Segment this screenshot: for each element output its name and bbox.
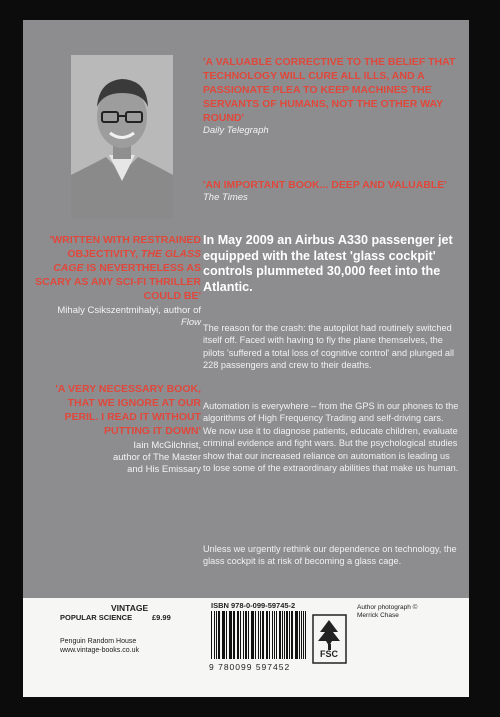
quote-source xyxy=(35,305,201,329)
barcode-bar xyxy=(222,611,223,659)
barcode-bar xyxy=(245,611,247,659)
blurb-paragraph-2: Automation is everywhere – from the GPS in our phones to the algorithms of High Frequency Trading and self-driving cars. We now use it to diagnose patients, educate children, evaluate criminal evidence and fight wars. But the psychological studies show that our increased reliance on automation is leading us to lose some of the extraordinary abilities that make us human. xyxy=(203,401,459,474)
quote-text xyxy=(35,233,201,303)
barcode-bar xyxy=(255,611,256,659)
quote-text: 'A VALUABLE CORRECTIVE TO THE BELIEF THAT TECHNOLOGY WILL CURE ALL ILLS, AND A PASSIONATE PLEA TO KEEP MACHINES THE SERVANTS OF HUMANS, NOT THE OTHER WAY ROUND' xyxy=(203,56,456,124)
barcode-bar xyxy=(238,611,239,659)
source-author: Mihaly Csikszentmihalyi, author of xyxy=(57,305,201,316)
isbn: ISBN 978-0-099-59745-2 xyxy=(211,601,296,610)
barcode-bar xyxy=(216,611,217,659)
source-author: Iain McGilchrist, xyxy=(133,440,201,451)
publisher-name: VINTAGE xyxy=(111,603,149,613)
quote-text-part: IS NEVERTHELESS AS SCARY AS ANY SCI-FI THRILLER COULD BE' xyxy=(35,262,201,302)
barcode-bar xyxy=(218,611,220,659)
quote-source xyxy=(35,440,201,476)
barcode-bar xyxy=(230,611,231,659)
barcode-bar xyxy=(291,611,293,659)
fsc-logo xyxy=(312,614,347,664)
barcode-bar xyxy=(226,611,227,659)
price: £9.99 xyxy=(152,613,171,622)
barcode-bar xyxy=(274,611,275,659)
quote-mcgilchrist xyxy=(35,382,201,476)
barcode-bar xyxy=(286,611,287,659)
barcode-bar xyxy=(233,611,235,659)
barcode-bar xyxy=(269,611,270,659)
barcode-bar xyxy=(295,611,296,659)
barcode-bar xyxy=(272,611,273,659)
barcode-bar xyxy=(240,611,241,659)
website: www.vintage-books.co.uk xyxy=(60,647,139,654)
barcode-bar xyxy=(289,611,290,659)
barcode-bar xyxy=(276,611,277,659)
quote-source: The Times xyxy=(203,192,248,203)
barcode-bar xyxy=(299,611,300,659)
quote-text: 'A VERY NECESSARY BOOK, THAT WE IGNORE AT OUR PERIL. I READ IT WITHOUT PUTTING IT DOWN' xyxy=(55,383,201,437)
barcode-bar xyxy=(251,611,252,659)
book-title-italic: THE GLASS CAGE xyxy=(53,248,201,274)
quote-text-part: 'WRITTEN WITH RESTRAINED OBJECTIVITY, xyxy=(49,234,201,260)
barcode-bar xyxy=(214,611,215,659)
barcode-bar xyxy=(279,611,281,659)
barcode-bar xyxy=(229,611,230,659)
quote-daily-telegraph xyxy=(203,55,463,137)
fsc-label: FSC xyxy=(320,649,338,659)
barcode-bar xyxy=(282,611,283,659)
barcode-bar xyxy=(296,611,297,659)
barcode-bar xyxy=(248,611,249,659)
back-cover xyxy=(23,20,469,697)
publisher-group: Penguin Random House xyxy=(60,638,137,645)
barcode-bar xyxy=(262,611,264,659)
blurb-paragraph-3: Unless we urgently rethink our dependence on technology, the glass cockpit is at risk of becoming a glass cage. xyxy=(203,544,457,567)
barcode-bar xyxy=(243,611,244,659)
photo-credit-name: Merrick Chase xyxy=(357,612,399,619)
barcode-digits: 9 780099 597452 xyxy=(209,662,291,672)
blurb-paragraph-1: The reason for the crash: the autopilot had routinely switched itself off. Faced with having to fly the plane themselves, the pilots 'suffered a total loss of cognitive control' and plunged all 228 passengers and crew to their deaths. xyxy=(203,323,455,371)
barcode-image xyxy=(211,611,308,659)
barcode-bar xyxy=(252,611,253,659)
barcode-bar xyxy=(305,611,306,659)
blurb-lead: In May 2009 an Airbus A330 passenger jet equipped with the latest 'glass cockpit' controls plummeted 30,000 feet into the Atlantic. xyxy=(203,233,453,294)
barcode-bar xyxy=(260,611,261,659)
barcode-bar xyxy=(223,611,224,659)
barcode-bar xyxy=(267,611,268,659)
author-portrait-image xyxy=(71,55,173,219)
barcode-bar xyxy=(301,611,302,659)
photo-credit: Author photograph © xyxy=(357,604,418,611)
barcode-bar xyxy=(258,611,259,659)
barcode-bar xyxy=(211,611,212,659)
barcode-bar xyxy=(303,611,304,659)
source-line: author of The Master xyxy=(112,452,201,463)
quote-the-times xyxy=(203,178,463,204)
quote-source: Daily Telegraph xyxy=(203,125,269,136)
quote-csikszentmihalyi xyxy=(35,233,201,329)
barcode-bar xyxy=(237,611,238,659)
author-photo xyxy=(71,55,173,219)
publisher-panel xyxy=(23,598,469,697)
barcode-bar xyxy=(266,611,267,659)
category: POPULAR SCIENCE xyxy=(60,613,133,622)
barcode-bar xyxy=(284,611,285,659)
quote-text: 'AN IMPORTANT BOOK... DEEP AND VALUABLE' xyxy=(203,179,447,191)
source-line: and His Emissary xyxy=(127,464,201,475)
source-book-italic: Flow xyxy=(180,317,201,328)
